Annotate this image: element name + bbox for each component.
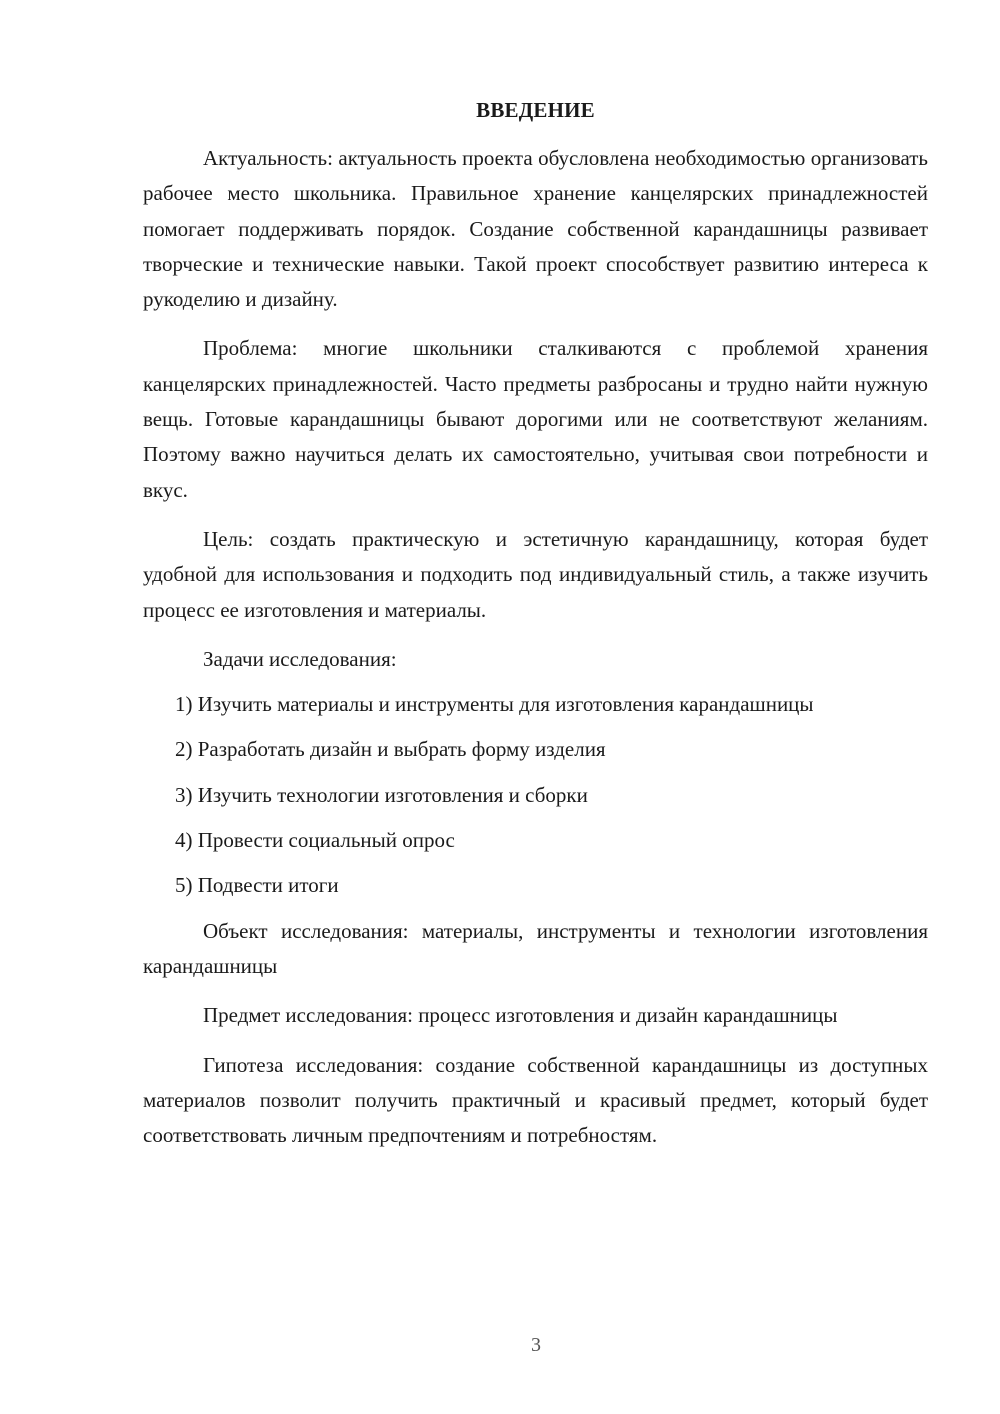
problem-paragraph: Проблема: многие школьники сталкиваются с проблемой хранения канцелярских принадлежностей. Часто предметы разбросаны и трудно найти нужную вещь. Готовые карандашницы бывают дорогими или не соответствуют желаниям. Поэтому важно научиться делать их самостоятельно, учитывая свои потребности и вкус. <box>143 336 928 502</box>
relevance-paragraph: Актуальность: актуальность проекта обусловлена необходимостью организовать рабочее место школьника. Правильное хранение канцелярских принадлежностей помогает поддерживать порядок. Создание собственной карандашницы развивает творческие и технические навыки. Такой проект способствует развитию интереса к рукоделию и дизайну. <box>143 146 928 312</box>
section-heading: ВВЕДЕНИЕ <box>476 98 595 122</box>
object-paragraph: Объект исследования: материалы, инструменты и технологии изготовления карандашницы <box>143 918 928 978</box>
task-item-3: 3) Изучить технологии изготовления и сборки <box>175 782 588 807</box>
hypothesis-paragraph: Гипотеза исследования: создание собственной карандашницы из доступных материалов позволит получить практичный и красивый предмет, который будет соответствовать личным предпочтениям и потребностям. <box>143 1052 928 1148</box>
document-body <box>143 93 928 1167</box>
goal-paragraph: Цель: создать практическую и эстетичную карандашницу, которая будет удобной для использования и подходить под индивидуальный стиль, а также изучить процесс ее изготовления и материалы. <box>143 526 928 622</box>
subject-paragraph: Предмет исследования: процесс изготовления и дизайн карандашницы <box>203 1003 838 1028</box>
tasks-heading: Задачи исследования: <box>203 646 397 671</box>
page-number: 3 <box>531 1334 541 1356</box>
task-item-1: 1) Изучить материалы и инструменты для изготовления карандашницы <box>175 692 814 717</box>
task-item-5: 5) Подвести итоги <box>175 873 339 898</box>
task-item-2: 2) Разработать дизайн и выбрать форму изделия <box>175 737 606 762</box>
task-item-4: 4) Провести социальный опрос <box>175 828 455 853</box>
